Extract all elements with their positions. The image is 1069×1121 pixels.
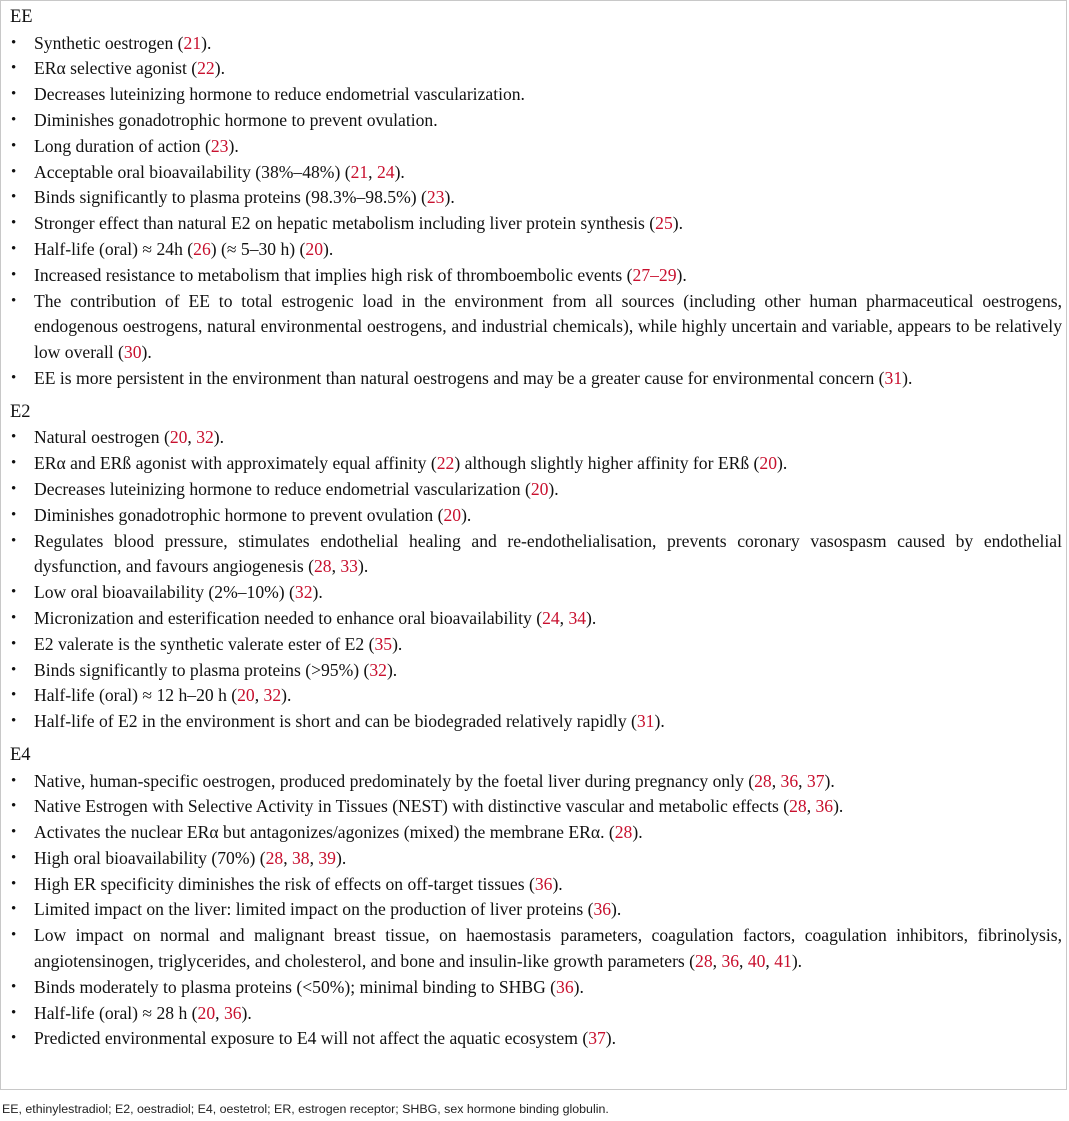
list-item [10,211,1062,237]
reference-link[interactable]: 28 [313,556,332,577]
item-text: ). [357,556,369,577]
item-text: ). [611,899,622,920]
item-text: ). [833,796,844,817]
item-text: , [215,1002,224,1023]
item-text: , [187,427,197,448]
item-text: ). [141,342,152,363]
reference-link[interactable]: 21 [183,32,202,53]
item-text: ). [672,213,684,234]
reference-link[interactable]: 20 [759,453,777,474]
item-text: , [368,161,377,182]
table-content [10,5,1062,1060]
list-item [10,975,1062,1001]
item-text: E2 valerate is the synthetic valerate ester of E2 ( [34,633,375,654]
item-text: ). [335,847,347,868]
item-text: , [765,951,775,972]
reference-link[interactable]: 20 [305,238,323,259]
item-text: ). [323,238,334,259]
item-text: ). [461,504,472,525]
item-text: Low oral bioavailability (2%–10%) ( [34,582,295,603]
item-text: High oral bioavailability (70%) ( [34,847,266,868]
section-e2 [10,400,1062,735]
reference-link[interactable]: 39 [318,847,336,868]
item-text: Low impact on normal and malignant breast tissue, on haemostasis parameters, coagulation factors, coagulation inhibitors, fibrinolysis, angiotensinogen, triglycerides, and cholesterol, and bone and insulin-like growth parameters ( [34,925,1062,972]
list-item [10,897,1062,923]
list-item [10,108,1062,134]
reference-link[interactable]: 27–29 [632,264,677,285]
item-text: Native, human-specific oestrogen, produced predominately by the foetal liver during pregnancy only ( [34,770,755,791]
item-text: Limited impact on the liver: limited impact on the production of liver proteins ( [34,899,594,920]
list-item [10,31,1062,57]
item-text: ). [654,711,665,732]
reference-link[interactable]: 32 [369,659,387,680]
list-item [10,683,1062,709]
item-text: ). [548,478,559,499]
reference-link[interactable]: 37 [806,770,825,791]
item-text: ERα selective agonist ( [34,58,198,79]
list-item [10,160,1062,186]
item-text: ). [552,873,563,894]
reference-link[interactable]: 24 [542,607,560,628]
bullet-list [10,31,1062,392]
reference-link[interactable]: 20 [237,685,255,706]
section-e4 [10,743,1062,1052]
table-footnote: EE, ethinylestradiol; E2, oestradiol; E4, oestetrol; ER, estrogen receptor; SHBG, sex hormone binding globulin. [2,1102,609,1116]
list-item [10,1001,1062,1027]
item-text: ). [632,822,643,843]
list-item [10,709,1062,735]
item-text: , [283,847,292,868]
item-text: ). [676,264,687,285]
list-item [10,1026,1062,1052]
list-item [10,425,1062,451]
list-item [10,237,1062,263]
list-item [10,185,1062,211]
reference-link[interactable]: 28 [614,822,633,843]
item-text: Micronization and esterification needed to enhance oral bioavailability ( [34,607,543,628]
list-item [10,872,1062,898]
list-item [10,451,1062,477]
reference-link[interactable]: 36 [721,951,740,972]
reference-link[interactable]: 31 [636,711,655,732]
item-text: ) although slightly higher affinity for ERß ( [454,453,760,474]
reference-link[interactable]: 31 [884,367,903,388]
item-text: ). [241,1002,252,1023]
item-text: ). [312,582,323,603]
reference-link[interactable]: 40 [747,951,766,972]
reference-link[interactable]: 36 [815,796,834,817]
reference-link[interactable]: 20 [443,504,462,525]
item-text: ). [386,659,398,680]
reference-link[interactable]: 33 [340,556,358,577]
item-text: , [309,847,319,868]
item-text: Half-life (oral) ≈ 12 h–20 h ( [34,685,238,706]
reference-link[interactable]: 28 [695,951,713,972]
item-text: ). [214,58,225,79]
item-text: Binds moderately to plasma proteins (<50%); minimal binding to SHBG ( [34,976,557,997]
reference-link[interactable]: 36 [556,976,574,997]
reference-link[interactable]: 25 [655,213,673,234]
list-item [10,529,1062,581]
reference-link[interactable]: 30 [123,342,142,363]
reference-link[interactable]: 22 [436,453,455,474]
item-text: ). [444,187,455,208]
list-item [10,366,1062,392]
reference-link[interactable]: 21 [350,161,369,182]
item-text: ) (≈ 5–30 h) ( [210,238,306,259]
item-text: Increased resistance to metabolism that implies high risk of thromboembolic events ( [34,264,633,285]
section-heading: E2 [10,401,31,422]
list-item [10,56,1062,82]
item-text: Decreases luteinizing hormone to reduce endometrial vascularization ( [34,478,531,499]
item-text: Decreases luteinizing hormone to reduce endometrial vascularization. [34,84,525,105]
reference-link[interactable]: 38 [291,847,310,868]
list-item [10,263,1062,289]
reference-link[interactable]: 23 [210,135,229,156]
item-text: High ER specificity diminishes the risk of effects on off-target tissues ( [34,873,535,894]
list-item [10,134,1062,160]
item-text: , [331,556,341,577]
item-text: Activates the nuclear ERα but antagonizes/agonizes (mixed) the membrane ERα. ( [34,822,615,843]
item-text: Predicted environmental exposure to E4 will not affect the aquatic ecosystem ( [34,1028,589,1049]
item-text: , [254,685,264,706]
reference-link[interactable]: 32 [294,582,313,603]
item-text: Diminishes gonadotrophic hormone to prevent ovulation ( [34,504,444,525]
item-text: , [712,951,722,972]
item-text: ). [281,685,292,706]
reference-link[interactable]: 36 [223,1002,242,1023]
item-text: Binds significantly to plasma proteins (98.3%–98.5%) ( [34,187,427,208]
reference-link[interactable]: 36 [780,770,799,791]
reference-link[interactable]: 35 [374,633,393,654]
list-item [10,580,1062,606]
item-text: , [798,770,807,791]
item-text: Half-life of E2 in the environment is short and can be biodegraded relatively rapidly ( [34,711,637,732]
list-item [10,658,1062,684]
item-text: ). [394,161,405,182]
list-item [10,769,1062,795]
item-text: ). [213,427,225,448]
item-text: Half-life (oral) ≈ 28 h ( [34,1002,198,1023]
reference-link[interactable]: 22 [197,58,215,79]
reference-link[interactable]: 32 [263,685,282,706]
item-text: ). [573,976,584,997]
item-text: Binds significantly to plasma proteins (>95%) ( [34,659,370,680]
reference-link[interactable]: 37 [588,1028,606,1049]
item-text: , [806,796,816,817]
bullet-list [10,425,1062,735]
item-text: , [771,770,781,791]
reference-link[interactable]: 28 [265,847,284,868]
bullet-list [10,769,1062,1053]
item-text: ). [605,1028,617,1049]
reference-link[interactable]: 23 [426,187,445,208]
list-item [10,794,1062,820]
list-item [10,606,1062,632]
item-text: ). [776,453,788,474]
item-text: ). [586,607,597,628]
item-text: Acceptable oral bioavailability (38%–48%) ( [34,161,351,182]
item-text: ERα and ERß agonist with approximately equal affinity ( [34,453,437,474]
reference-link[interactable]: 34 [568,607,587,628]
reference-link[interactable]: 24 [376,161,395,182]
list-item [10,82,1062,108]
list-item [10,477,1062,503]
list-item [10,503,1062,529]
reference-link[interactable]: 20 [169,427,188,448]
item-text: ). [791,951,803,972]
item-text: The contribution of EE to total estrogenic load in the environment from all sources (including other human pharmaceutical oestrogens, endogenous oestrogens, natural environmental oestrogens, and industrial chemicals), while highly uncertain and variable, appears to be relatively low overall ( [34,290,1062,363]
reference-link[interactable]: 28 [754,770,772,791]
reference-link[interactable]: 26 [193,238,211,259]
list-item [10,846,1062,872]
section-ee [10,5,1062,392]
list-item [10,632,1062,658]
reference-link[interactable]: 20 [197,1002,216,1023]
item-text: ). [824,770,835,791]
item-text: ). [228,135,239,156]
reference-link[interactable]: 32 [196,427,214,448]
reference-link[interactable]: 28 [789,796,807,817]
item-text: Natural oestrogen ( [34,427,170,448]
list-item [10,820,1062,846]
reference-link[interactable]: 36 [593,899,612,920]
item-text: Diminishes gonadotrophic hormone to prevent ovulation. [34,109,438,130]
item-text: , [739,951,748,972]
item-text: , [559,607,569,628]
item-text: ). [902,367,913,388]
item-text: ). [392,633,403,654]
item-text: Synthetic oestrogen ( [34,32,184,53]
reference-link[interactable]: 41 [774,951,792,972]
section-heading: E4 [10,744,31,765]
item-text: EE is more persistent in the environment than natural oestrogens and may be a greater cause for environmental concern ( [34,367,885,388]
item-text: ). [201,32,212,53]
item-text: Native Estrogen with Selective Activity in Tissues (NEST) with distinctive vascular and metabolic effects ( [34,796,790,817]
list-item [10,923,1062,975]
section-heading: EE [10,7,33,27]
list-item [10,289,1062,366]
item-text: Regulates blood pressure, stimulates endothelial healing and re-endothelialisation, prevents coronary vasospasm caused by endothelial dysfunction, and favours angiogenesis ( [34,530,1062,577]
item-text: Stronger effect than natural E2 on hepatic metabolism including liver protein synthesis ( [34,213,656,234]
item-text: Long duration of action ( [34,135,211,156]
reference-link[interactable]: 36 [534,873,553,894]
reference-link[interactable]: 20 [530,478,549,499]
item-text: Half-life (oral) ≈ 24h ( [34,238,194,259]
